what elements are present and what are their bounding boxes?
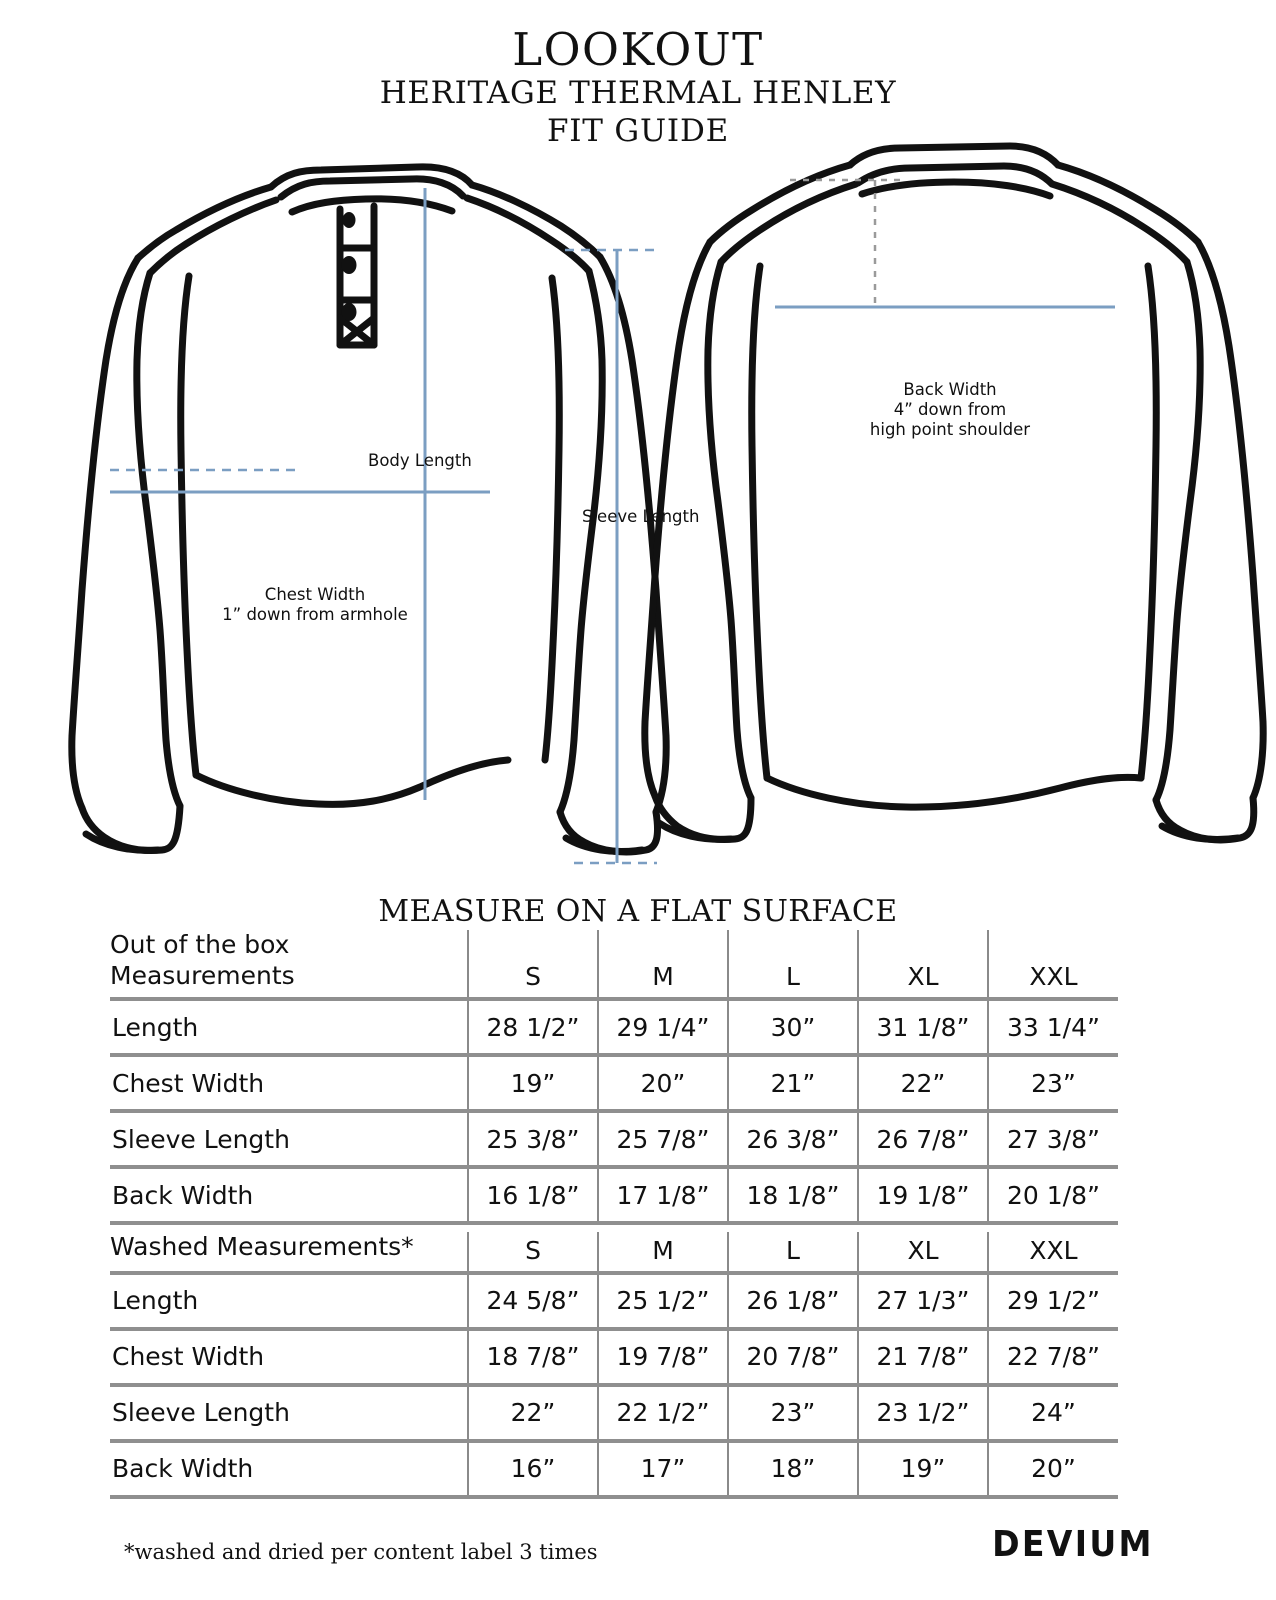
callout-sleeve-length — [582, 507, 699, 527]
table1-cell-chest-xxl: 23” — [988, 1055, 1118, 1111]
table-row — [110, 1441, 1118, 1497]
table1-row-label-back-width: Back Width — [110, 1167, 468, 1223]
table2-cell-sleeve-xxl: 24” — [988, 1385, 1118, 1441]
table1-cell-length-xxl: 33 1/4” — [988, 999, 1118, 1055]
table-row — [110, 1273, 1118, 1329]
garment-illustrations — [0, 140, 1276, 900]
table1-cell-length-m: 29 1/4” — [598, 999, 728, 1055]
devium-logo: DEVIUM — [992, 1524, 1154, 1565]
table2-cell-sleeve-l: 23” — [728, 1385, 858, 1441]
table1-cell-chest-xl: 22” — [858, 1055, 988, 1111]
table2-cell-back-xxl: 20” — [988, 1441, 1118, 1497]
table2-cell-sleeve-s: 22” — [468, 1385, 598, 1441]
callout-chest-width — [208, 585, 422, 625]
callout-chest-width-line1: Chest Width — [264, 585, 366, 604]
table2-cell-back-m: 17” — [598, 1441, 728, 1497]
page-header — [0, 23, 1276, 151]
table1-cell-chest-m: 20” — [598, 1055, 728, 1111]
table1-row-label-sleeve-length: Sleeve Length — [110, 1111, 468, 1167]
washed-measurements-table — [110, 1232, 1118, 1499]
henley-back-view — [645, 146, 1263, 840]
table1-row-label-chest-width: Chest Width — [110, 1055, 468, 1111]
washed-footnote: *washed and dried per content label 3 times — [124, 1540, 598, 1564]
table-row — [110, 1329, 1118, 1385]
table2-row-label-chest-width: Chest Width — [110, 1329, 468, 1385]
table1-header-line2: Measurements — [110, 960, 295, 990]
table2-size-header-xl: XL — [858, 1232, 988, 1273]
table2-size-header-m: M — [598, 1232, 728, 1273]
table-row — [110, 1167, 1118, 1223]
table1-header-line1: Out of the box — [110, 930, 290, 959]
table2-cell-chest-m: 19 7/8” — [598, 1329, 728, 1385]
table2-cell-chest-s: 18 7/8” — [468, 1329, 598, 1385]
table1-cell-chest-l: 21” — [728, 1055, 858, 1111]
table2-row-label-length: Length — [110, 1273, 468, 1329]
table1-row-label-length: Length — [110, 999, 468, 1055]
table-row — [110, 1055, 1118, 1111]
callout-back-width-line3: high point shoulder — [869, 420, 1031, 440]
table1-size-header-m: M — [598, 930, 728, 999]
table2-cell-length-xl: 27 1/3” — [858, 1273, 988, 1329]
table2-row-label-back-width: Back Width — [110, 1441, 468, 1497]
table-row — [110, 1111, 1118, 1167]
brand-title: LOOKOUT — [512, 23, 764, 76]
table1-cell-chest-s: 19” — [468, 1055, 598, 1111]
table1-cell-back-s: 16 1/8” — [468, 1167, 598, 1223]
table2-cell-back-xl: 19” — [858, 1441, 988, 1497]
table1-cell-back-xxl: 20 1/8” — [988, 1167, 1118, 1223]
table-row — [110, 1385, 1118, 1441]
table2-cell-length-xxl: 29 1/2” — [988, 1273, 1118, 1329]
table2-header-label: Washed Measurements* — [110, 1232, 468, 1273]
callout-sleeve-length-text: Sleeve Length — [582, 507, 700, 526]
table2-cell-chest-xl: 21 7/8” — [858, 1329, 988, 1385]
table1-cell-back-m: 17 1/8” — [598, 1167, 728, 1223]
product-title: HERITAGE THERMAL HENLEY — [379, 74, 897, 111]
table2-cell-chest-l: 20 7/8” — [728, 1329, 858, 1385]
henley-front-view — [72, 167, 666, 852]
table2-row-label-sleeve-length: Sleeve Length — [110, 1385, 468, 1441]
table1-cell-back-xl: 19 1/8” — [858, 1167, 988, 1223]
callout-body-length — [368, 451, 472, 471]
table2-size-header-l: L — [728, 1232, 858, 1273]
table2-cell-length-m: 25 1/2” — [598, 1273, 728, 1329]
callout-back-width — [856, 380, 1044, 440]
callout-back-width-line2: 4” down from — [893, 400, 1007, 420]
table-header-row — [110, 1232, 1118, 1273]
table2-cell-sleeve-xl: 23 1/2” — [858, 1385, 988, 1441]
table1-cell-back-l: 18 1/8” — [728, 1167, 858, 1223]
table2-cell-length-l: 26 1/8” — [728, 1273, 858, 1329]
table1-cell-sleeve-l: 26 3/8” — [728, 1111, 858, 1167]
table2-cell-back-l: 18” — [728, 1441, 858, 1497]
document-title: FIT GUIDE — [546, 113, 730, 150]
table1-cell-sleeve-xxl: 27 3/8” — [988, 1111, 1118, 1167]
table2-size-header-xxl: XXL — [988, 1232, 1118, 1273]
table1-size-header-xl: XL — [858, 930, 988, 999]
table1-size-header-xxl: XXL — [988, 930, 1118, 999]
flat-surface-heading: MEASURE ON A FLAT SURFACE — [378, 894, 898, 929]
table2-cell-chest-xxl: 22 7/8” — [988, 1329, 1118, 1385]
table1-cell-length-xl: 31 1/8” — [858, 999, 988, 1055]
table-header-row — [110, 930, 1118, 999]
back-width-drop-line — [790, 180, 900, 307]
table2-cell-back-s: 16” — [468, 1441, 598, 1497]
table1-cell-sleeve-s: 25 3/8” — [468, 1111, 598, 1167]
callout-body-length-text: Body Length — [368, 451, 472, 470]
table1-cell-length-s: 28 1/2” — [468, 999, 598, 1055]
table-row — [110, 999, 1118, 1055]
table1-cell-sleeve-m: 25 7/8” — [598, 1111, 728, 1167]
callout-back-width-line1: Back Width — [903, 380, 997, 399]
table2-size-header-s: S — [468, 1232, 598, 1273]
table2-cell-length-s: 24 5/8” — [468, 1273, 598, 1329]
table1-cell-sleeve-xl: 26 7/8” — [858, 1111, 988, 1167]
table1-size-header-s: S — [468, 930, 598, 999]
table1-header-label — [110, 930, 468, 999]
callout-chest-width-line2: 1” down from armhole — [222, 605, 408, 625]
table2-cell-sleeve-m: 22 1/2” — [598, 1385, 728, 1441]
table1-size-header-l: L — [728, 930, 858, 999]
out-of-the-box-measurements-table — [110, 930, 1118, 1225]
table1-cell-length-l: 30” — [728, 999, 858, 1055]
